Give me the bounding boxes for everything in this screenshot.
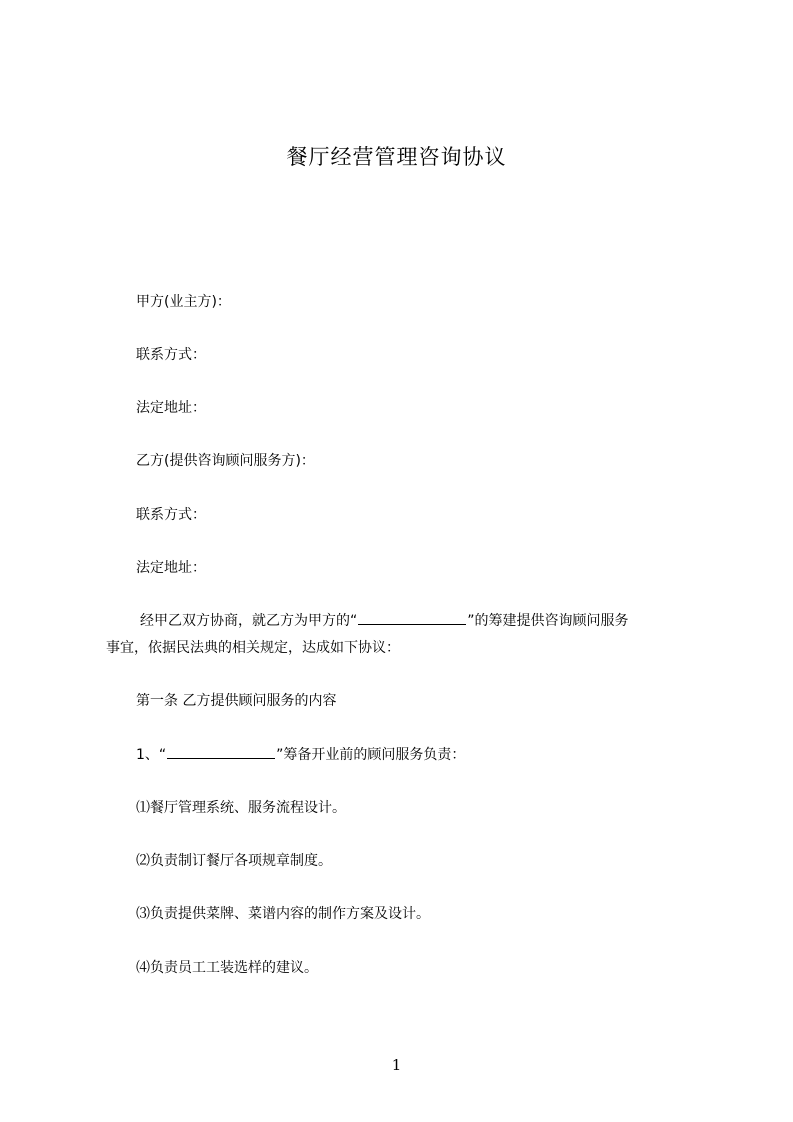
article-1-item-1: [136, 745, 465, 765]
subitem-2: ⑵负责制订餐厅各项规章制度。: [136, 853, 332, 869]
subitem-4: ⑷负责员工工装选样的建议。: [136, 960, 318, 976]
party-a-label: 甲方(业主方)：: [136, 294, 231, 310]
intro-blank-underline: [358, 611, 466, 625]
intro-paragraph-line2: 事宜，依据民法典的相关规定，达成如下协议：: [106, 640, 400, 656]
intro-text-part1: 经甲乙双方协商，就乙方为甲方的“: [140, 613, 358, 629]
document-title: 餐厅经营管理咨询协议: [286, 145, 507, 169]
page-number: 1: [391, 1056, 402, 1074]
party-a-address: 法定地址：: [136, 400, 206, 416]
party-b-label: 乙方(提供咨询顾问服务方)：: [136, 453, 315, 469]
item-1-blank-underline: [167, 745, 275, 759]
party-b-address: 法定地址：: [136, 560, 206, 576]
item-1-suffix: ”筹备开业前的顾问服务负责：: [276, 747, 466, 763]
subitem-3: ⑶负责提供菜牌、菜谱内容的制作方案及设计。: [136, 906, 430, 922]
party-a-contact: 联系方式：: [136, 347, 206, 363]
item-1-prefix: 1、“: [136, 747, 167, 763]
intro-paragraph-line1: [140, 611, 629, 631]
party-b-contact: 联系方式：: [136, 507, 206, 523]
intro-text-part2: ”的筹建提供咨询顾问服务: [467, 613, 629, 629]
subitem-1: ⑴餐厅管理系统、服务流程设计。: [136, 800, 346, 816]
article-1-heading: 第一条 乙方提供顾问服务的内容: [136, 693, 337, 709]
